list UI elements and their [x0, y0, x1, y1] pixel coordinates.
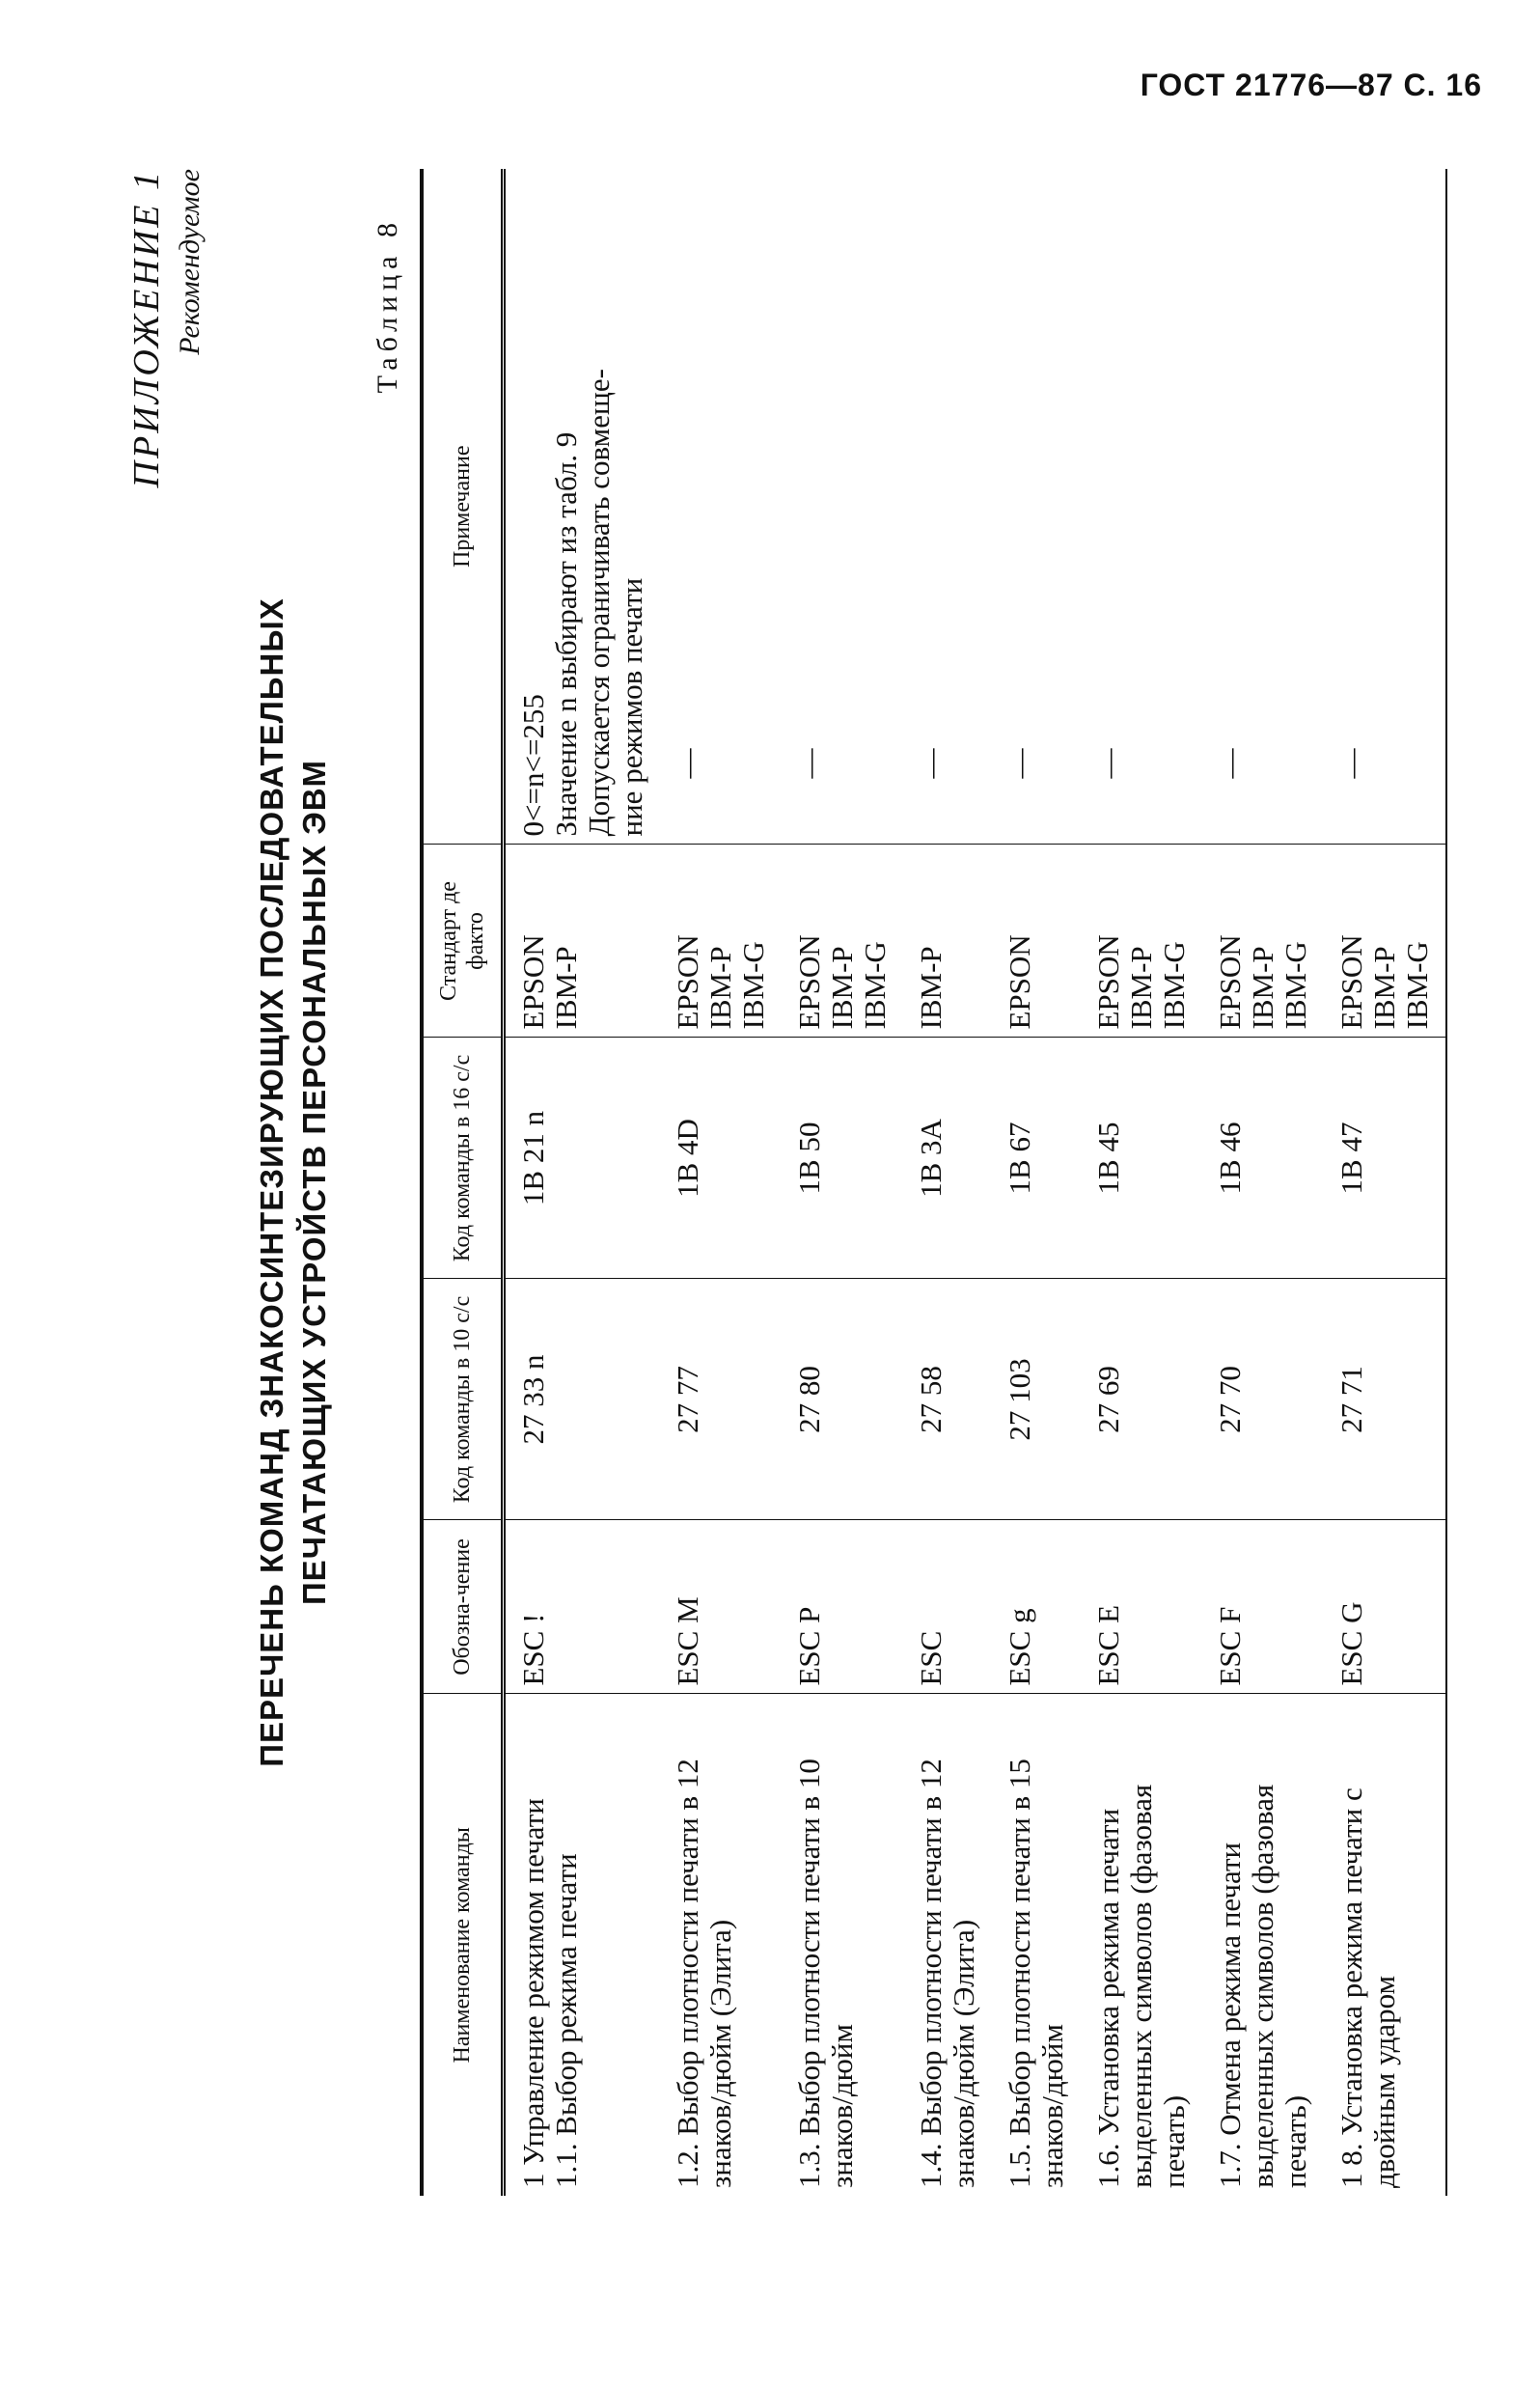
column-header-hex-code: Код команды в 16 с/с: [422, 1038, 504, 1279]
command-name-cell: [1324, 1694, 1446, 2196]
column-header-note: Примечание: [422, 169, 504, 845]
standard-cell-line: IBM-G: [1279, 941, 1312, 1030]
title-line-2: ПЕЧАТАЮЩИХ УСТРОЙСТВ ПЕРСОНАЛЬНЫХ ЭВМ: [296, 759, 332, 1606]
table-row: [1202, 169, 1324, 2196]
command-symbol-cell: ESC P: [782, 1520, 903, 1694]
standard-cell-line: EPSON: [671, 934, 704, 1030]
document-title: [251, 169, 336, 2196]
column-header-name: Наименование команды: [422, 1694, 504, 2196]
table-row: [1324, 169, 1446, 2196]
command-name-cell-line: 1.5. Выбор плотности печати в 15 знаков/дюйм: [1003, 1759, 1069, 2188]
standard-cell: [782, 845, 903, 1038]
dec-code-cell: 27 103: [992, 1279, 1081, 1520]
command-name-cell-line: 1.3. Выбор плотности печати в 10 знаков/дюйм: [792, 1759, 859, 2188]
standard-cell-line: IBM-P: [914, 946, 948, 1030]
dec-code-cell: 27 58: [903, 1279, 992, 1520]
appendix-block: [125, 169, 206, 487]
hex-code-cell: 1B 67: [992, 1038, 1081, 1279]
note-cell: [504, 169, 661, 845]
standard-cell: [1324, 845, 1446, 1038]
note-cell-line: —: [792, 748, 826, 779]
dec-code-cell: 27 80: [782, 1279, 903, 1520]
standard-cell: [660, 845, 782, 1038]
command-name-cell-line: 1 Управление режимом печати: [516, 1798, 550, 2188]
note-cell: [660, 169, 782, 845]
command-name-cell: [903, 1694, 992, 2196]
standard-cell-line: EPSON: [1334, 934, 1368, 1030]
hex-code-cell: 1B 4D: [660, 1038, 782, 1279]
table-row: [1081, 169, 1202, 2196]
command-name-cell-line: 1.4. Выбор плотности печати в 12 знаков/дюйм (Элита): [914, 1759, 980, 2188]
command-name-cell: [782, 1694, 903, 2196]
standard-cell: [992, 845, 1081, 1038]
note-cell-line: —: [1213, 748, 1247, 779]
command-name-cell-line: 1.1. Выбор режима печати: [549, 1853, 583, 2188]
command-name-cell-line: 1.7. Отмена режима печати выделенных символов (фазовая печать): [1213, 1784, 1312, 2188]
note-cell-line: —: [1091, 748, 1125, 779]
standard-cell-line: EPSON: [1003, 934, 1036, 1030]
note-cell-line: —: [1334, 748, 1368, 779]
note-cell-line: —: [1003, 748, 1036, 779]
command-name-cell: [504, 1694, 661, 2196]
command-name-cell: [660, 1694, 782, 2196]
note-cell-line: Значение n выбирают из табл. 9: [549, 431, 583, 837]
rotated-page-content: [125, 169, 1457, 2196]
note-cell: [1081, 169, 1202, 845]
standard-cell: [504, 845, 661, 1038]
standard-cell-line: IBM-G: [1400, 941, 1434, 1030]
standard-cell: [1202, 845, 1324, 1038]
hex-code-cell: 1B 21 n: [504, 1038, 661, 1279]
command-name-cell-line: 1 8. Установка режима печати с двойным ударом: [1334, 1787, 1401, 2188]
document-header-code: ГОСТ 21776—87 С. 16: [1140, 68, 1482, 102]
command-name-cell: [992, 1694, 1081, 2196]
dec-code-cell: 27 77: [660, 1279, 782, 1520]
command-symbol-cell: ESC g: [992, 1520, 1081, 1694]
hex-code-cell: 1B 46: [1202, 1038, 1324, 1279]
hex-code-cell: 1B 3A: [903, 1038, 992, 1279]
table-row: [782, 169, 903, 2196]
note-cell-line: —: [914, 748, 948, 779]
standard-cell-line: IBM-G: [736, 941, 770, 1030]
hex-code-cell: 1B 45: [1081, 1038, 1202, 1279]
note-cell-line: Допускается ограничивать совмеще-: [582, 369, 616, 837]
appendix-subtitle: Рекомендуемое: [174, 169, 206, 355]
note-cell: [1324, 169, 1446, 845]
column-header-dec-code: Код команды в 10 с/с: [422, 1279, 504, 1520]
hex-code-cell: 1B 47: [1324, 1038, 1446, 1279]
standard-cell-line: IBM-G: [1157, 941, 1191, 1030]
commands-table: [420, 169, 1447, 2196]
dec-code-cell: 27 71: [1324, 1279, 1446, 1520]
table-row: [504, 169, 661, 2196]
standard-cell-line: IBM-P: [1246, 946, 1279, 1030]
dec-code-cell: 27 70: [1202, 1279, 1324, 1520]
table-body: [504, 169, 1447, 2196]
appendix-title: ПРИЛОЖЕНИЕ 1: [126, 169, 167, 488]
command-name-cell-line: 1.6. Установка режима печати выделенных символов (фазовая печать): [1091, 1784, 1191, 2188]
table-row: [660, 169, 782, 2196]
standard-cell-line: IBM-P: [549, 946, 583, 1030]
table-number-label: Таблица 8: [371, 217, 403, 394]
table-row: [903, 169, 992, 2196]
standard-cell-line: EPSON: [1091, 934, 1125, 1030]
standard-cell: [903, 845, 992, 1038]
note-cell-line: 0<=n<=255: [516, 694, 550, 837]
note-cell-line: ние режимов печати: [615, 577, 648, 837]
command-symbol-cell: ESC: [903, 1520, 992, 1694]
command-symbol-cell: ESC G: [1324, 1520, 1446, 1694]
command-symbol-cell: ESC E: [1081, 1520, 1202, 1694]
hex-code-cell: 1B 50: [782, 1038, 903, 1279]
standard-cell: [1081, 845, 1202, 1038]
table-row: [992, 169, 1081, 2196]
standard-cell-line: IBM-P: [825, 946, 859, 1030]
standard-cell-line: IBM-P: [1124, 946, 1158, 1030]
note-cell: [1202, 169, 1324, 845]
note-cell: [903, 169, 992, 845]
standard-cell-line: IBM-P: [703, 946, 737, 1030]
command-symbol-cell: ESC M: [660, 1520, 782, 1694]
standard-cell-line: EPSON: [792, 934, 826, 1030]
command-symbol-cell: ESC !: [504, 1520, 661, 1694]
standard-cell-line: EPSON: [1213, 934, 1247, 1030]
dec-code-cell: 27 69: [1081, 1279, 1202, 1520]
standard-cell-line: EPSON: [516, 934, 550, 1030]
note-cell-line: —: [671, 748, 704, 779]
column-header-symbol: Обозна-чение: [422, 1520, 504, 1694]
note-cell: [782, 169, 903, 845]
dec-code-cell: 27 33 n: [504, 1279, 661, 1520]
standard-cell-line: IBM-G: [858, 941, 892, 1030]
standard-cell-line: IBM-P: [1367, 946, 1401, 1030]
table-header-row: [422, 169, 504, 2196]
command-name-cell: [1081, 1694, 1202, 2196]
title-line-1: ПЕРЕЧЕНЬ КОМАНД ЗНАКОСИНТЕЗИРУЮЩИХ ПОСЛЕДОВАТЕЛЬНЫХ: [254, 597, 289, 1767]
command-name-cell-line: 1.2. Выбор плотности печати в 12 знаков/дюйм (Элита): [671, 1759, 737, 2188]
command-name-cell: [1202, 1694, 1324, 2196]
command-symbol-cell: ESC F: [1202, 1520, 1324, 1694]
note-cell: [992, 169, 1081, 845]
column-header-standard: Стандарт де факто: [422, 845, 504, 1038]
